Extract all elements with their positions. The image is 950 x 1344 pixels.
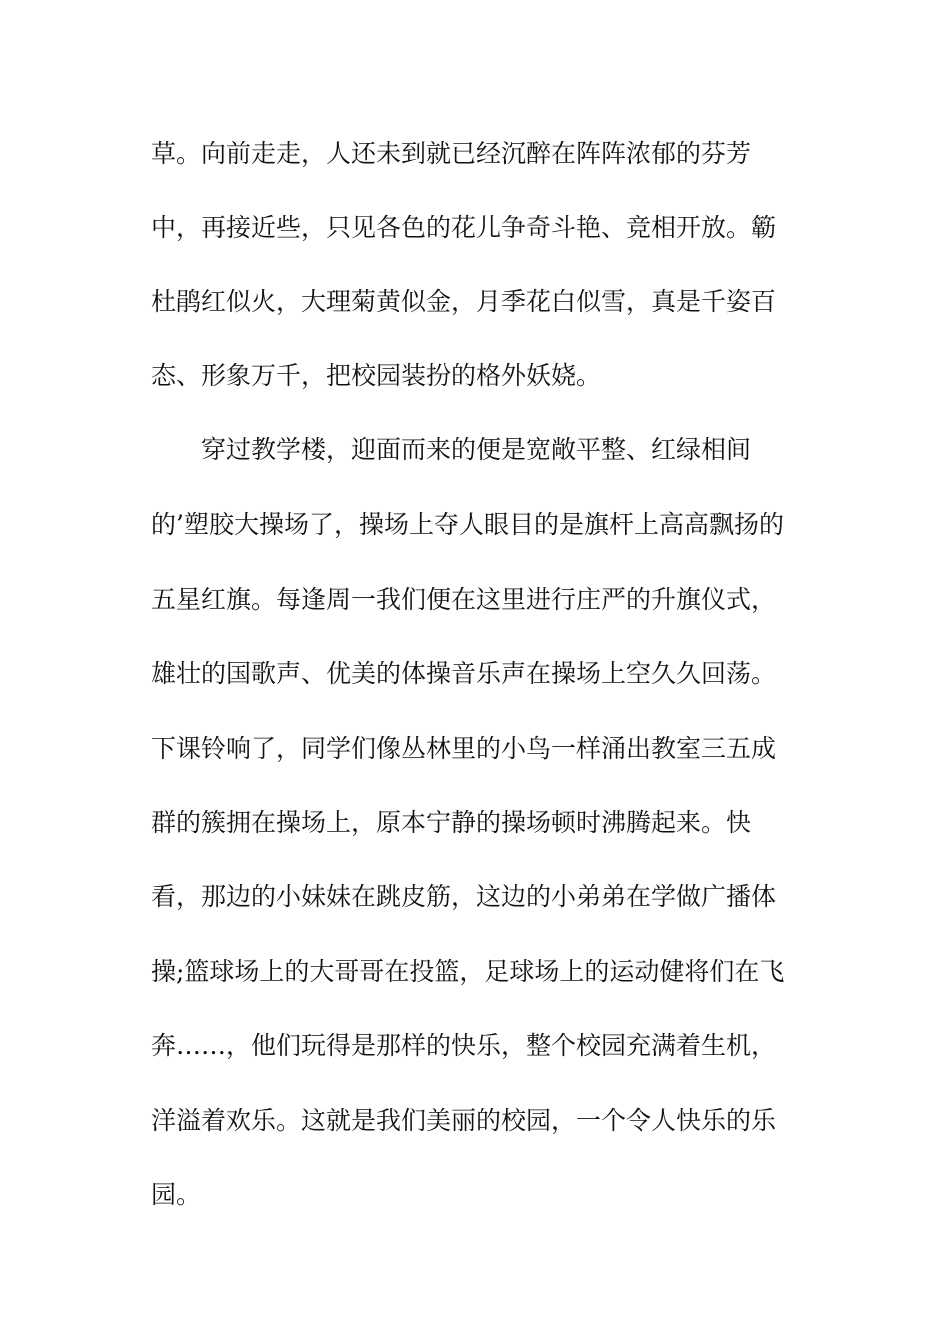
text-line-1: 草。向前走走，人还未到就已经沉醉在阵阵浓郁的芬芳 bbox=[151, 139, 752, 168]
text-line-2: 中，再接近些，只见各色的花儿争奇斗艳、竞相开放。簕 bbox=[151, 213, 777, 242]
text-line-8: 雄壮的国歌声、优美的体操音乐声在操场上空久久回荡。 bbox=[151, 659, 777, 688]
text-line-5-paragraph-start: 穿过教学楼，迎面而来的便是宽敞平整、红绿相间 bbox=[201, 435, 752, 464]
text-line-14: 洋溢着欢乐。这就是我们美丽的校园，一个令人快乐的乐 bbox=[151, 1106, 777, 1135]
text-line-7: 五星红旗。每逢周一我们便在这里进行庄严的升旗仪式， bbox=[151, 585, 777, 614]
text-line-9: 下课铃响了，同学们像丛林里的小鸟一样涌出教室三五成 bbox=[151, 734, 777, 763]
text-line-15: 园。 bbox=[151, 1180, 202, 1209]
text-line-11: 看，那边的小妹妹在跳皮筋，这边的小弟弟在学做广播体 bbox=[151, 882, 777, 911]
text-line-12: 操;篮球场上的大哥哥在投篮，足球场上的运动健将们在飞 bbox=[151, 957, 785, 986]
text-line-10: 群的簇拥在操场上，原本宁静的操场顿时沸腾起来。快 bbox=[151, 808, 752, 837]
text-line-13: 奔……，他们玩得是那样的快乐，整个校园充满着生机， bbox=[151, 1031, 777, 1060]
text-line-6: 的’塑胶大操场了，操场上夺人眼目的是旗杆上高高飘扬的 bbox=[151, 510, 784, 539]
text-line-4: 态、形象万千，把校园装扮的格外妖娆。 bbox=[151, 361, 602, 390]
text-line-3: 杜鹃红似火，大理菊黄似金，月季花白似雪，真是千姿百 bbox=[151, 287, 777, 316]
